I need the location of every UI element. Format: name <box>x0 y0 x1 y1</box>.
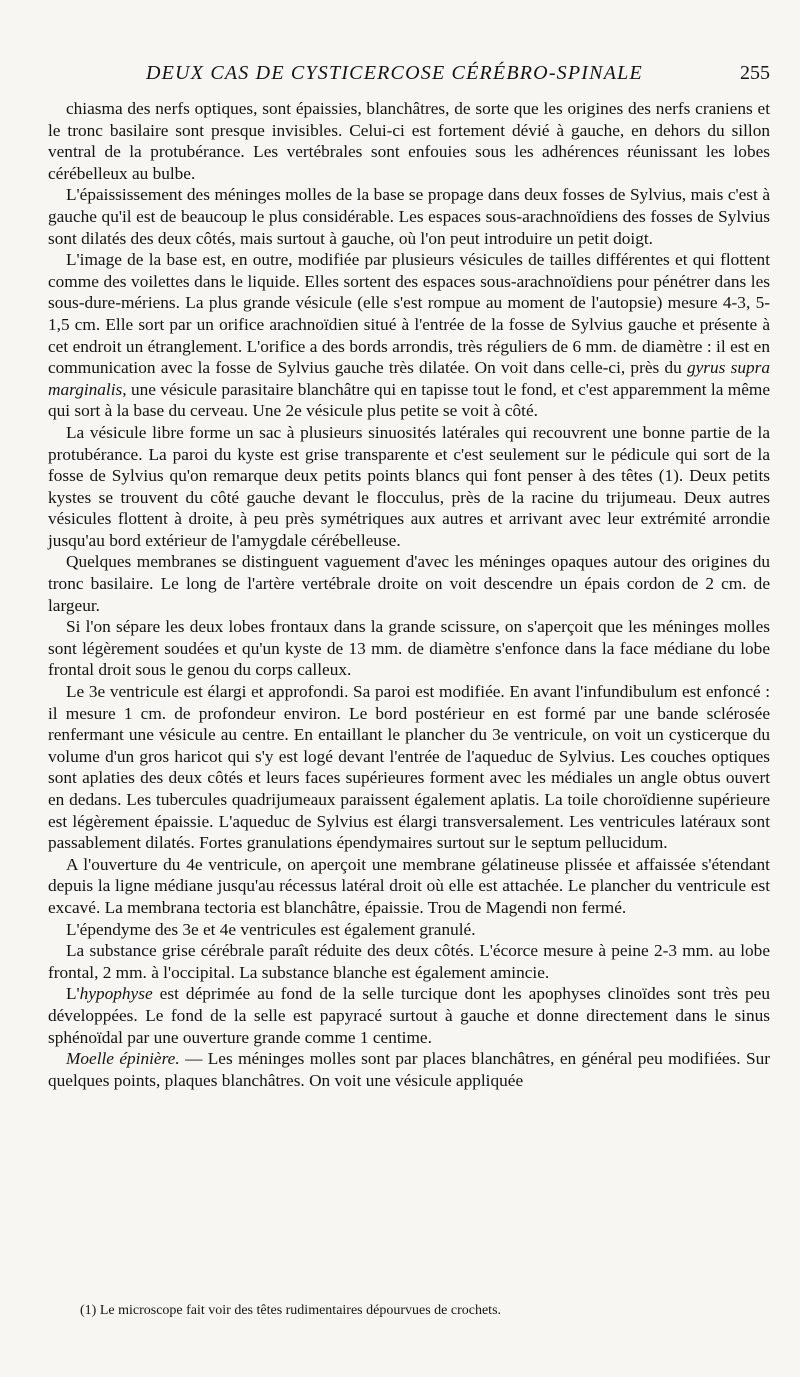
paragraph-epaississement: L'épaississement des méninges molles de la base se propage dans deux fosses de Sylvius, mais c'est à gauche qu'il est de beaucoup le plus considérable. Les espaces sous-arachnoïdiens des fosses de Sylvius sont dilatés des deux côtés, mais surtout à gauche, où l'on peut introduire un petit doigt. <box>48 185 770 248</box>
paragraph-3e-ventricule: Le 3e ventricule est élargi et approfondi. Sa paroi est modifiée. En avant l'infundibulum est enfoncé : il mesure 1 cm. de profondeur environ. Le bord postérieur en est formé par une bande sclérosée renfermant une vésicule au centre. En entaillant le plancher du 3e ventricule, on voit un cysticerque du volume d'un gros haricot qui s'y est logé devant l'entrée de l'aqueduc de Sylvius. Les couches optiques sont aplaties des deux côtés et leurs faces supérieures forment avec les médiales un angle obtus ouvert en dedans. Les tubercules quadrijumeaux paraissent également aplatis. La toile choroïdienne supérieure est légèrement épaissie. L'aqueduc de Sylvius est élargi transversalement. Les ventricules latéraux sont passablement dilatés. Fortes granulations épendymaires surtout sur le septum pellucidum. <box>48 682 770 853</box>
paragraph-text: , une vésicule parasitaire blanchâtre qui en tapisse tout le fond, et c'est apparemment la même qui sort à la base du cerveau. Une 2e vésicule plus petite se voit à côté. <box>48 379 770 421</box>
paragraph-chiasma: chiasma des nerfs optiques, sont épaissies, blanchâtres, de sorte que les origines des nerfs craniens et le tronc basilaire sont presque invisibles. Celui-ci est fortement dévié à gauche, en dehors du sillon ventral de la protubérance. Les vertébrales sont enfouies sous les adhérences réunissant les lobes cérébelleux au bulbe. <box>48 99 770 183</box>
paragraph-moelle <box>48 1048 770 1091</box>
footnote-marker: (1) <box>80 1303 97 1318</box>
italic-term: hypophyse <box>79 984 153 1004</box>
paragraph-text: est déprimée au fond de la selle turcique dont les apophyses clinoïdes sont très peu développées. Le fond de la selle est papyracé surtout à gauche et donne directement dans le sinus sphénoïdal par une ouverture grande comme 1 centime. <box>48 984 770 1047</box>
paragraph-text: L'image de la base est, en outre, modifiée par plusieurs vésicules de tailles différentes et qui flottent comme des voilettes dans le liquide. Elles sortent des espaces sous-arachnoïdiens pour pénétrer dans les sous-dure-mériens. La plus grande vésicule (elle s'est rompue au moment de l'autopsie) mesure 4-3, 5-1,5 cm. Elle sort par un orifice arachnoïdien situé à l'entrée de la fosse de Sylvius gauche et présente à cet endroit un étranglement. L'orifice a des bords arrondis, très réguliers de 6 mm. de diamètre : il est en communication avec la fosse de Sylvius gauche très dilatée. On voit dans celle-ci, près du <box>48 250 770 378</box>
running-title: DEUX CAS DE CYSTICERCOSE CÉRÉBRO-SPINALE <box>146 62 643 84</box>
paragraph-text: L' <box>66 984 80 1004</box>
paragraph-lobes-frontaux: Si l'on sépare les deux lobes frontaux dans la grande scissure, on s'aperçoit que les méninges molles sont légèrement soudées et qu'un kyste de 13 mm. de diamètre s'enfonce dans la face médiane du lobe frontal droit sous le genou du corps calleux. <box>48 617 770 680</box>
paragraph-text: — Les méninges molles sont par places blanchâtres, en général peu modifiées. Sur quelques points, plaques blanchâtres. On voit une vésicule appliquée <box>48 1049 770 1090</box>
paragraph-vesicule-libre: La vésicule libre forme un sac à plusieurs sinuosités latérales qui recouvrent une bonne partie de la protubérance. La paroi du kyste est grise transparente et c'est seulement sur le pédicule qui sort de la fosse de Sylvius qu'on remarque deux petits points blancs qui font penser à des têtes (1). Deux petits kystes se trouvent du côté gauche devant le flocculus, près de la racine du trijumeau. Deux autres vésicules flottent à droite, à peu près symétriques aux autres et arrivant avec leur extrémité arrondie jusqu'au bord extérieur de l'amygdale cérébelleuse. <box>48 422 770 550</box>
body-text <box>48 98 770 1091</box>
footnote <box>80 1302 770 1320</box>
paragraph-ependyme: L'épendyme des 3e et 4e ventricules est également granulé. <box>66 919 476 939</box>
paragraph-membranes: Quelques membranes se distinguent vaguement d'avec les méninges opaques autour des origines du tronc basilaire. Le long de l'artère vertébrale droite on voit descendre un épais cordon de 2 cm. de largeur. <box>48 552 770 615</box>
paragraph-4e-ventricule: A l'ouverture du 4e ventricule, on aperçoit une membrane gélatineuse plissée et affaissée s'étendant depuis la ligne médiane jusqu'au récessus latéral droit où elle est attachée. Le plancher du ventricule est excavé. La membrana tectoria est blanchâtre, épaissie. Trou de Magendi non fermé. <box>48 854 770 917</box>
paragraph-hypophyse <box>48 983 770 1048</box>
italic-term: Moelle épinière. <box>66 1049 180 1069</box>
italic-term: gyrus supra marginalis <box>48 358 770 399</box>
page-header <box>48 62 770 92</box>
page-number: 255 <box>740 62 770 84</box>
paragraph-image-base <box>48 249 770 422</box>
paragraph-substance-grise: La substance grise cérébrale paraît réduite des deux côtés. L'écorce mesure à peine 2-3 mm. au lobe frontal, 2 mm. à l'occipital. La substance blanche est également amincie. <box>48 941 770 982</box>
footnote-text: Le microscope fait voir des têtes rudimentaires dépourvues de crochets. <box>96 1303 502 1318</box>
